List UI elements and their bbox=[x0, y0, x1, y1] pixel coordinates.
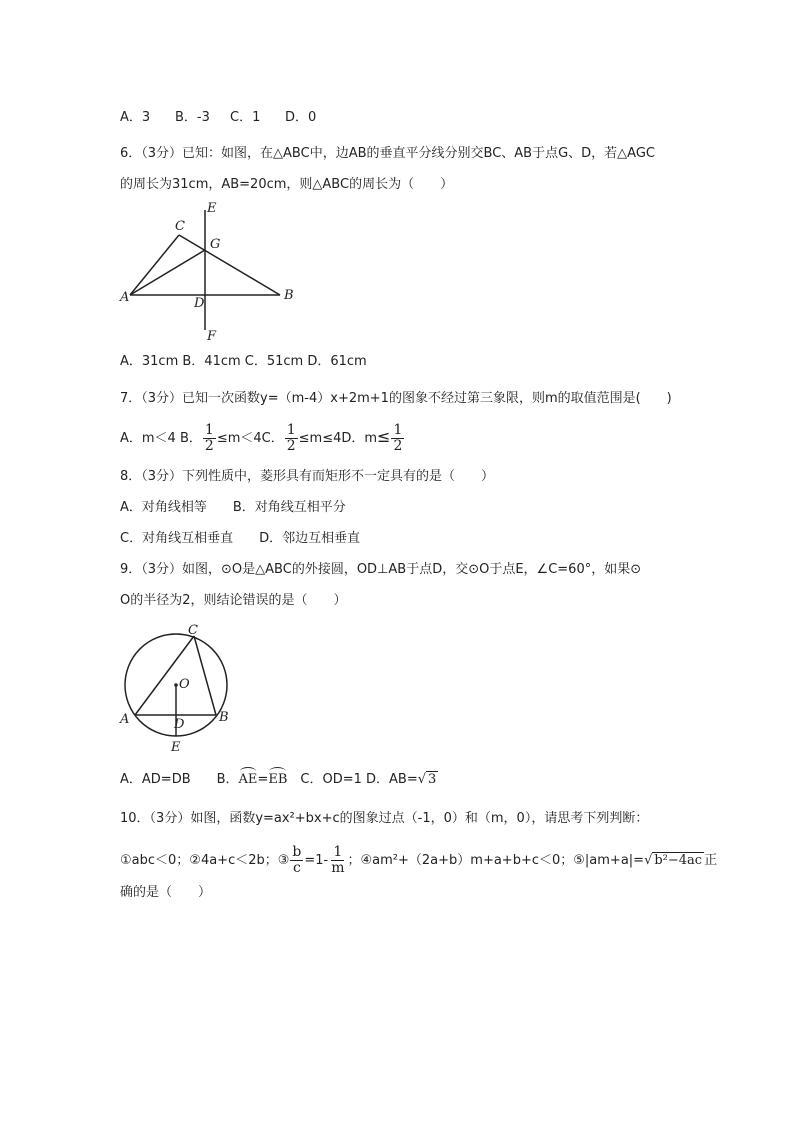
q10-judgment-part1: ①abc＜0；②4a+c＜2b；③ bbox=[120, 853, 290, 868]
q9-label-b: B bbox=[219, 710, 229, 725]
q7-option-d-sym: ≤ bbox=[377, 427, 391, 446]
q9-arc-eb: EB bbox=[268, 767, 287, 789]
q10-fraction-1-m: $\frac{1}{m}$ bbox=[331, 844, 345, 876]
q9-option-c-d: C．OD=1 D．AB= bbox=[287, 772, 418, 787]
q9-sqrt-value: 3 bbox=[428, 772, 437, 787]
q5-option-c: C．1 bbox=[230, 110, 261, 125]
q10-judgment-part3: ；④am²+（2a+b）m+a+b+c＜0；⑤|am+a|= bbox=[347, 853, 645, 868]
q10-sqrt-value: b²−4ac bbox=[654, 853, 703, 868]
q5-option-a: A．3 bbox=[120, 110, 151, 125]
q7-fraction-d: $\frac{1}{2}$ bbox=[393, 422, 403, 454]
q9-stem-line1: 9．（3分）如图，⊙O是△ABC的外接圆，OD⊥AB于点D，交⊙O于点E，∠C=60°，如果⊙ bbox=[120, 562, 642, 577]
q8-stem: 8．（3分）下列性质中，菱形具有而矩形不一定具有的是（ ） bbox=[120, 469, 495, 484]
q7-option-c-tail: ≤m≤4D．m bbox=[298, 431, 378, 446]
q9-label-a: A bbox=[120, 712, 130, 727]
q5-option-b: B．-3 bbox=[175, 110, 210, 125]
q9-label-c: C bbox=[188, 623, 198, 638]
q6-stem-line1: 6．（3分）已知：如图，在△ABC中，边AB的垂直平分线分别交BC、AB于点G、D，若△AGC bbox=[120, 146, 655, 161]
q8-options-row1: A．对角线相等 B．对角线互相平分 bbox=[120, 500, 346, 515]
q7-option-b-tail: ≤m＜4C． bbox=[216, 431, 284, 446]
q5-option-d: D．0 bbox=[285, 110, 317, 125]
q9-label-d: D bbox=[174, 717, 185, 732]
q9-sqrt-sign: √ bbox=[417, 772, 427, 787]
q10-fraction-b-c: $\frac{b}{c}$ bbox=[292, 844, 302, 876]
q8-options-row2: C．对角线互相垂直 D．邻边互相垂直 bbox=[120, 531, 361, 546]
q7-options bbox=[120, 423, 405, 454]
q9-circle-figure bbox=[110, 620, 250, 760]
q7-stem: 7．（3分）已知一次函数y=（m-4）x+2m+1的图象不经过第三象限，则m的取值范围是( ) bbox=[120, 391, 672, 406]
q7-fraction-b: $\frac{1}{2}$ bbox=[204, 422, 214, 454]
q10-judgment-part2: =1- bbox=[304, 853, 329, 868]
q6-label-d: D bbox=[194, 296, 205, 311]
q6-label-a: A bbox=[120, 290, 130, 305]
q5-options bbox=[120, 109, 316, 127]
q6-label-b: B bbox=[284, 288, 294, 303]
q7-fraction-c: $\frac{1}{2}$ bbox=[286, 422, 296, 454]
q9-label-e: E bbox=[171, 740, 181, 755]
q9-label-o: O bbox=[179, 677, 190, 692]
q10-judgment-part4: 正 bbox=[704, 853, 718, 868]
q9-arc-eq: = bbox=[257, 772, 269, 787]
q6-label-c: C bbox=[175, 219, 185, 234]
q6-label-e: E bbox=[207, 201, 217, 216]
q6-label-f: F bbox=[207, 329, 217, 344]
q9-stem-line2: O的半径为2，则结论错误的是（ ） bbox=[120, 593, 347, 608]
q10-judgments bbox=[120, 845, 717, 876]
q6-stem-line2: 的周长为31cm，AB=20cm，则△ABC的周长为（ ） bbox=[120, 177, 454, 192]
q10-sqrt-sign: √ bbox=[644, 853, 653, 868]
q9-arc-ae: AE bbox=[239, 767, 258, 789]
q6-triangle-figure bbox=[110, 198, 310, 346]
q9-option-a: A．AD=DB B． bbox=[120, 772, 239, 787]
q10-stem-line3: 确的是（ ） bbox=[120, 885, 212, 900]
q6-options: A．31cm B．41cm C．51cm D．61cm bbox=[120, 354, 367, 369]
q7-option-a: A．m＜4 B． bbox=[120, 431, 202, 446]
q9-options bbox=[120, 767, 438, 789]
q6-label-g: G bbox=[210, 237, 221, 252]
q10-stem-line1: 10．（3分）如图，函数y=ax²+bx+c的图象过点（-1，0）和（m，0），请思考下列判断： bbox=[120, 811, 649, 826]
